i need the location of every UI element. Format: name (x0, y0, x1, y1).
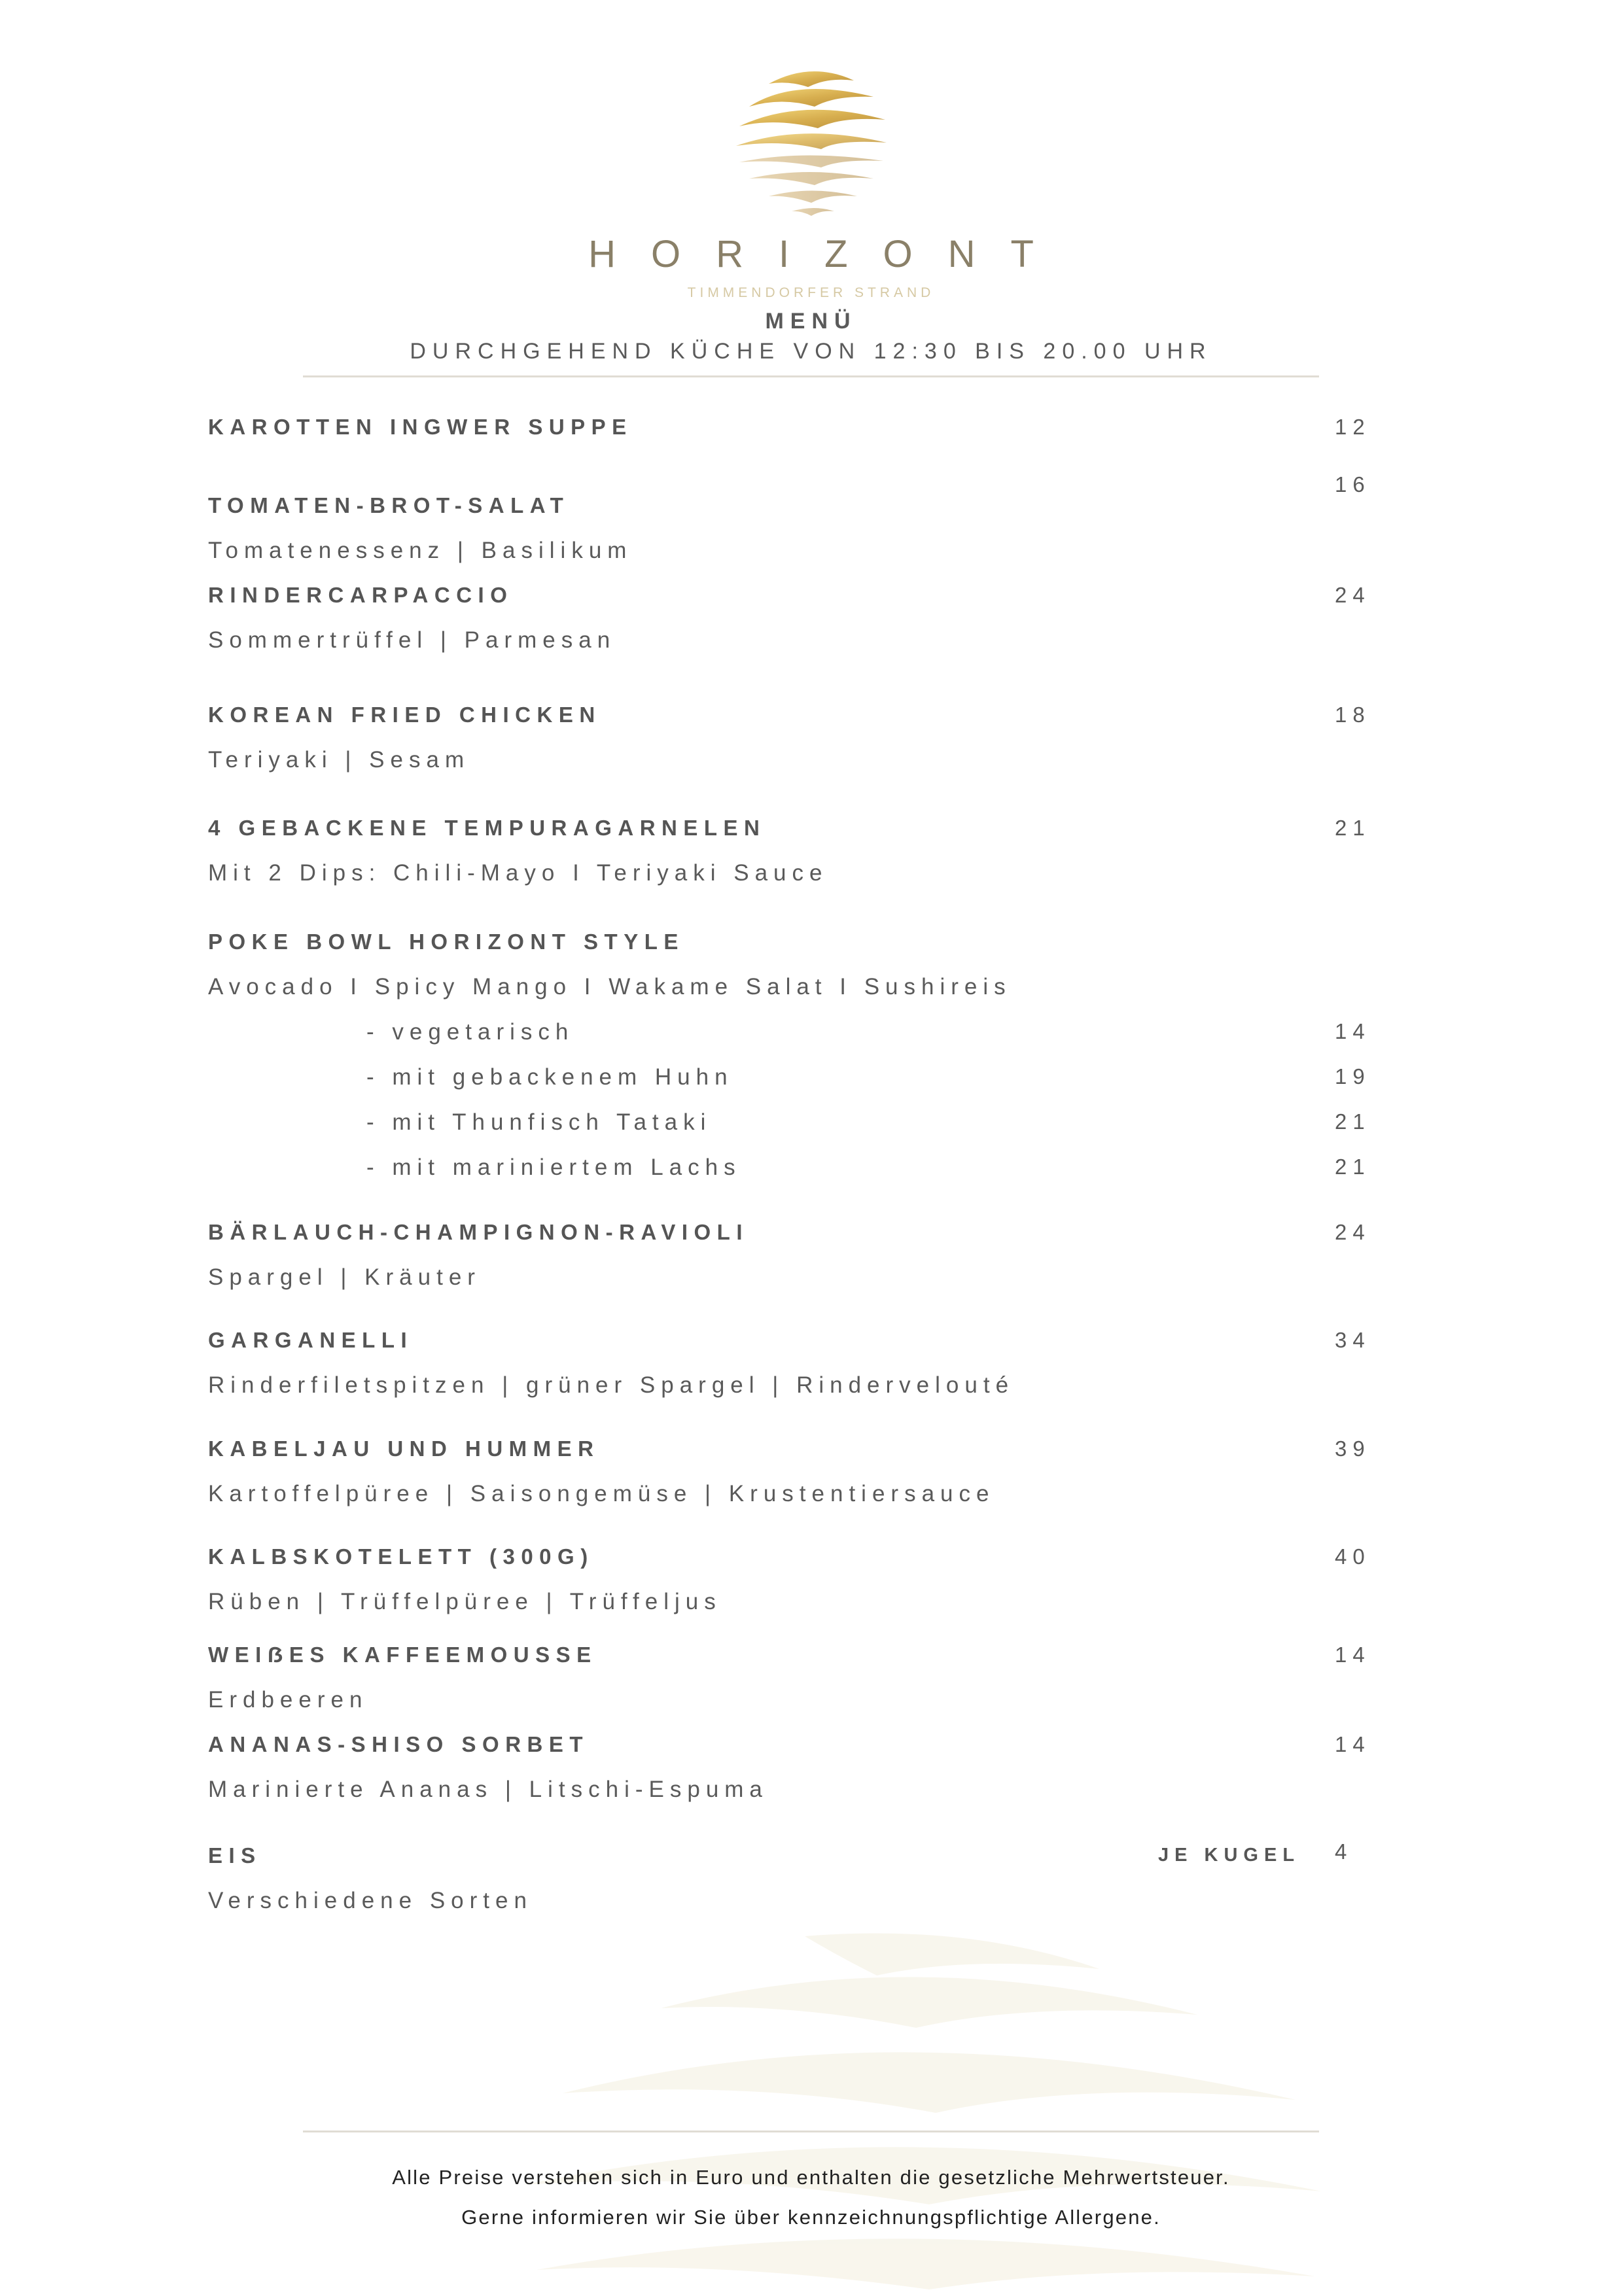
item-price: 24 (1335, 1220, 1371, 1244)
price-unit: JE KUGEL (1158, 1845, 1301, 1866)
item-description: Avocado I Spicy Mango I Wakame Salat I Sushireis (208, 974, 1012, 1000)
brand-location: TIMMENDORFER STRAND (687, 285, 935, 300)
item-name: TOMATEN-BROT-SALAT (208, 493, 570, 517)
variant-label: - mit mariniertem Lachs (366, 1155, 741, 1180)
brand-name: HORIZONT (588, 233, 1069, 275)
item-price: 24 (1335, 583, 1371, 607)
item-price: 34 (1335, 1328, 1371, 1352)
item-name: KABELJAU UND HUMMER (208, 1436, 600, 1461)
item-description: Spargel | Kräuter (208, 1264, 481, 1290)
item-name: ANANAS-SHISO SORBET (208, 1732, 590, 1756)
item-name: GARGANELLI (208, 1328, 414, 1352)
item-description: Kartoffelpüree | Saisongemüse | Krustentiersauce (208, 1481, 995, 1506)
item-price: 14 (1335, 1732, 1371, 1756)
item-description: Tomatenessenz | Basilikum (208, 538, 633, 563)
item-price: 39 (1335, 1436, 1371, 1461)
item-description: Sommertrüffel | Parmesan (208, 627, 616, 653)
item-name: KALBSKOTELETT (300G) (208, 1544, 594, 1569)
item-price: 40 (1335, 1544, 1371, 1569)
logo-watermark-icon (510, 1930, 1328, 2296)
horizont-logo-icon (723, 58, 900, 221)
item-description: Mit 2 Dips: Chili-Mayo I Teriyaki Sauce (208, 860, 828, 886)
item-description: Erdbeeren (208, 1687, 368, 1713)
variant-price: 21 (1335, 1155, 1371, 1179)
item-name: 4 GEBACKENE TEMPURAGARNELEN (208, 816, 766, 840)
item-description: Verschiedene Sorten (208, 1888, 533, 1913)
item-price: 18 (1335, 703, 1371, 727)
item-name: KOREAN FRIED CHICKEN (208, 703, 601, 727)
variant-price: 21 (1335, 1109, 1371, 1134)
item-price: 4 (1335, 1839, 1353, 1864)
item-price: 21 (1335, 816, 1371, 840)
item-price: 14 (1335, 1643, 1371, 1667)
footer-divider (303, 2131, 1319, 2132)
variant-label: - mit Thunfisch Tataki (366, 1109, 712, 1135)
page-title: MENÜ (765, 309, 857, 334)
item-description: Teriyaki | Sesam (208, 747, 470, 773)
item-name: POKE BOWL HORIZONT STYLE (208, 930, 684, 954)
item-price: 16 (1335, 472, 1371, 496)
item-description: Marinierte Ananas | Litschi-Espuma (208, 1777, 768, 1802)
variant-label: - mit gebackenem Huhn (366, 1064, 733, 1090)
variant-price: 14 (1335, 1019, 1371, 1043)
item-name: BÄRLAUCH-CHAMPIGNON-RAVIOLI (208, 1220, 749, 1244)
footer-allergen-note: Gerne informieren wir Sie über kennzeichnungspflichtige Allergene. (461, 2206, 1161, 2229)
variant-price: 19 (1335, 1064, 1371, 1088)
item-description: Rüben | Trüffelpüree | Trüffeljus (208, 1589, 722, 1614)
variant-label: - vegetarisch (366, 1019, 574, 1045)
item-name: KAROTTEN INGWER SUPPE (208, 415, 633, 439)
item-price: 12 (1335, 415, 1371, 439)
item-name: EIS (208, 1843, 262, 1868)
item-name: WEIẞES KAFFEEMOUSSE (208, 1643, 597, 1667)
header-divider (303, 375, 1319, 377)
footer-vat-note: Alle Preise verstehen sich in Euro und enthalten die gesetzliche Mehrwertsteuer. (392, 2166, 1230, 2189)
item-name: RINDERCARPACCIO (208, 583, 514, 607)
kitchen-hours: DURCHGEHEND KÜCHE VON 12:30 BIS 20.00 UHR (410, 339, 1212, 364)
item-description: Rinderfiletspitzen | grüner Spargel | Rindervelouté (208, 1372, 1015, 1398)
